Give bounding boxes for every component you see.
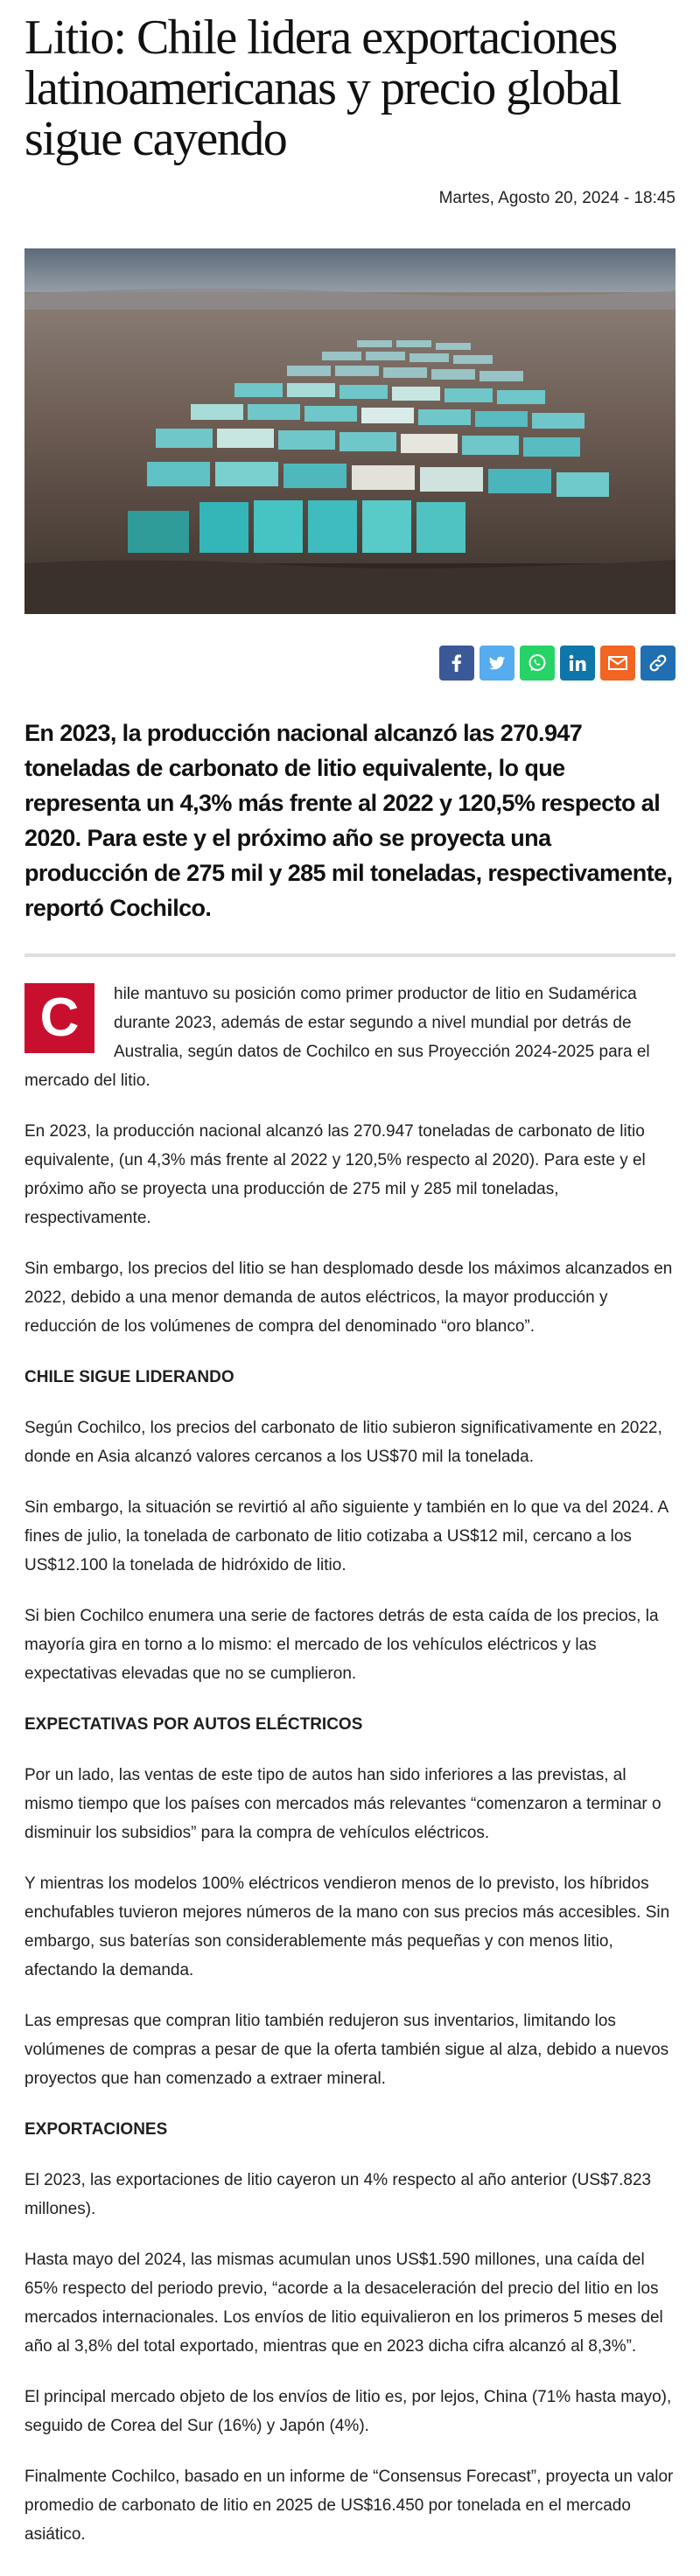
email-icon	[607, 654, 628, 672]
article-page	[24, 0, 676, 2549]
email-share-button[interactable]	[600, 646, 635, 681]
paragraph-intro	[24, 980, 676, 1095]
paragraph: Sin embargo, los precios del litio se han desplomado desde los máximos alcanzados en 2022, debido a una menor demanda de autos eléctricos, la mayor producción y reducción de los volúmenes de compra del denominado “oro blanco”.	[24, 1260, 673, 1336]
paragraph: El principal mercado objeto de los envíos de litio es, por lejos, China (71% hasta mayo), seguido de Corea del Sur (16%) y Japón (4%).	[24, 2388, 672, 2435]
salt-flat-aerial-photo	[24, 248, 676, 614]
paragraph: Finalmente Cochilco, basado en un informe de “Consensus Forecast”, proyecta un valor promedio de carbonato de litio en 2025 de US$16.450 por tonelada en el mercado asiático.	[24, 2468, 674, 2544]
article-title: Litio: Chile lidera exportaciones latinoamericanas y precio global sigue cayendo	[24, 10, 621, 166]
twitter-share-button[interactable]	[480, 646, 514, 681]
paragraph: El 2023, las exportaciones de litio cayeron un 4% respecto al año anterior (US$7.823 millones).	[24, 2171, 652, 2218]
facebook-share-button[interactable]	[439, 646, 474, 681]
article-lead: En 2023, la producción nacional alcanzó las 270.947 toneladas de carbonato de litio equivalente, lo que representa un 4,3% más frente al 2022 y 120,5% respecto al 2020. Para este y el próximo año se proyecta una producción de 275 mil y 285 mil toneladas, respectivamente, reportó Cochilco.	[24, 720, 673, 921]
section-heading-expectativas: EXPECTATIVAS POR AUTOS ELÉCTRICOS	[24, 1715, 363, 1734]
paragraph: Las empresas que compran litio también redujeron sus inventarios, limitando los volúmenes de compras a pesar de que la oferta también sigue al alza, debido a nuevos proyectos que han comenzado a extraer mineral.	[24, 2012, 669, 2088]
twitter-icon	[487, 653, 507, 673]
paragraph: Hasta mayo del 2024, las mismas acumulan unos US$1.590 millones, una caída del 65% respecto del periodo previo, “acorde a la desaceleración del precio del litio en los mercados internacionales. Los envíos de litio equivalieron en los primeros 5 meses del año al 3,8% del total exportado, mientras que en 2023 dicha cifra alcanzó al 8,3%”.	[24, 2251, 663, 2356]
facebook-icon	[447, 653, 466, 673]
lead-divider	[24, 953, 676, 957]
paragraph: Y mientras los modelos 100% eléctricos vendieron menos de lo previsto, los híbridos enchufables tuvieron mejores números de la mano con sus precios más accesibles. Sin embargo, sus baterías son considerablemente más pequeñas y con menos litio, afectando la demanda.	[24, 1874, 670, 1979]
paragraph: Sin embargo, la situación se revirtió al año siguiente y también en lo que va del 2024. A fines de julio, la tonelada de carbonato de litio cotizaba a US$12 mil, cercano a los US$12.100 la tonelada de hidróxido de litio.	[24, 1498, 668, 1574]
copy-link-button[interactable]	[640, 646, 676, 681]
link-icon	[648, 653, 668, 674]
article-date: Martes, Agosto 20, 2024 - 18:45	[438, 189, 676, 207]
paragraph: Por un lado, las ventas de este tipo de autos han sido inferiores a las previstas, al mismo tiempo que los países con mercados más relevantes “comenzaron a terminar o disminuir los subsidios” para la compra de vehículos eléctricos.	[24, 1766, 662, 1842]
paragraph-intro-text: hile mantuvo su posición como primer productor de litio en Sudamérica durante 2023, además de estar segundo a nivel mundial por detrás de Australia, según datos de Cochilco en sus Proyección 2024-2025 para el mercado del litio.	[24, 985, 650, 1090]
section-heading-exportaciones: EXPORTACIONES	[24, 2120, 168, 2139]
linkedin-share-button[interactable]	[560, 646, 595, 681]
article-body	[24, 980, 676, 2549]
share-bar	[24, 646, 676, 681]
whatsapp-share-button[interactable]	[520, 646, 555, 681]
paragraph: En 2023, la producción nacional alcanzó las 270.947 toneladas de carbonato de litio equivalente, (un 4,3% más frente al 2022 y 120,5% respecto al 2020). Para este y el próximo año se proyecta una producción de 275 mil y 285 mil toneladas, respectivamente.	[24, 1122, 646, 1227]
section-heading-chile-sigue-liderando: CHILE SIGUE LIDERANDO	[24, 1368, 234, 1386]
paragraph: Según Cochilco, los precios del carbonato de litio subieron significativamente en 2022, donde en Asia alcanzó valores cercanos a los US$70 mil la tonelada.	[24, 1419, 662, 1466]
linkedin-icon	[568, 653, 587, 673]
paragraph: Si bien Cochilco enumera una serie de factores detrás de esta caída de los precios, la mayoría gira en torno a lo mismo: el mercado de los vehículos eléctricos y las expectativas elevadas que no se cumplieron.	[24, 1607, 659, 1683]
whatsapp-icon	[527, 653, 548, 674]
drop-cap: C	[24, 983, 94, 1053]
hero-image	[24, 248, 676, 614]
